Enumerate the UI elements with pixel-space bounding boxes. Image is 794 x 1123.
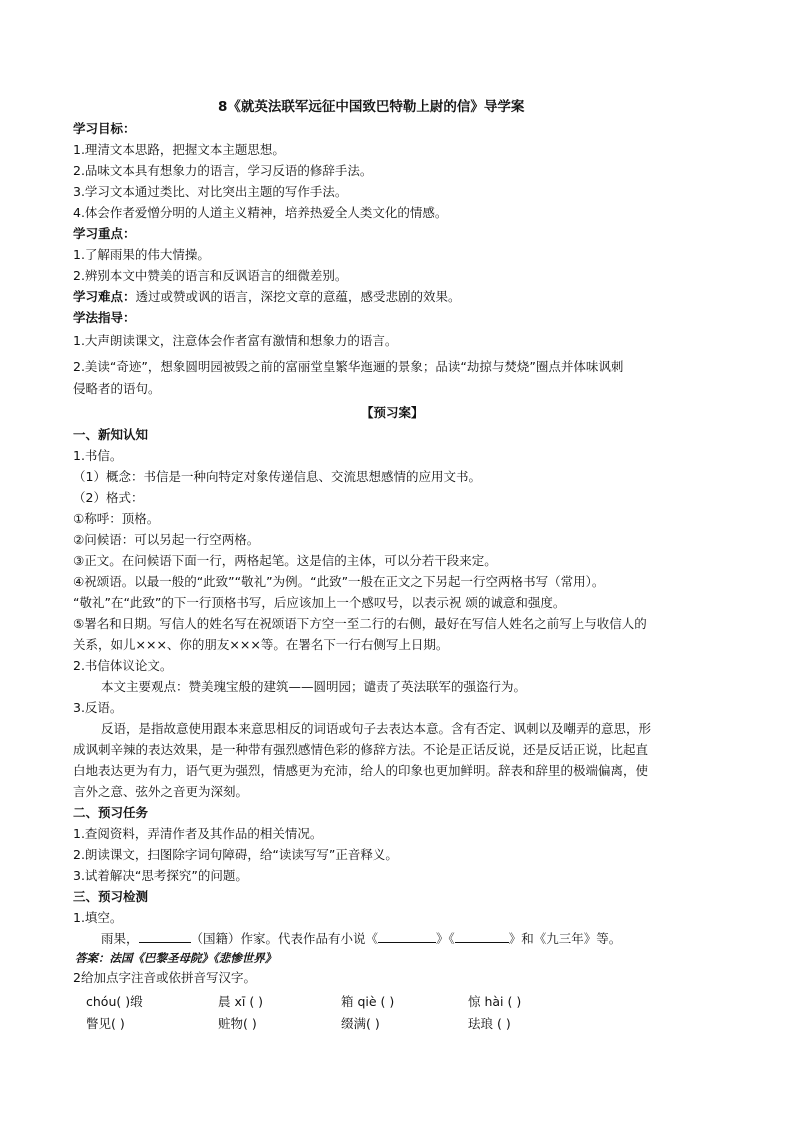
fill-heading: 1.填空。 (73, 910, 123, 925)
fill-text: 雨果， (101, 931, 139, 946)
difficulty-text: 透过或赞或讽的语言，深挖文章的意蕴，感受悲剧的效果。 (135, 289, 461, 304)
goal-item: 4.体会作者爱憎分明的人道主义精神，培养热爱全人类文化的情感。 (73, 205, 448, 220)
irony-paragraph-line: 白地表达更为有力，语气更为强烈，情感更为充沛，给人的印象也更加鲜明。辞表和辞里的极端偏离，使 (73, 763, 649, 778)
pinyin-item: chóu( )缎 (86, 994, 143, 1009)
key-points-heading: 学习重点： (73, 226, 136, 241)
fill-text: 》《 (436, 931, 455, 946)
goals-heading: 学习目标： (73, 121, 136, 136)
answer-text: 答案：法国《巴黎圣母院》《悲惨世界》 (75, 951, 277, 965)
fill-blank[interactable] (139, 930, 191, 943)
key-point-item: 2.辨别本文中赞美的语言和反讽语言的细微差别。 (73, 268, 348, 283)
fill-text: 》和《九三年》等。 (508, 931, 622, 946)
fill-text: （国籍）作家。代表作品有小说《 (190, 931, 379, 946)
pinyin-heading: 2给加点字注音或依拼音写汉字。 (73, 970, 256, 985)
format-heading: （2）格式： (73, 490, 144, 505)
pinyin-item: 珐琅 ( ) (468, 1016, 511, 1031)
goal-item: 1.理清文本思路，把握文本主题思想。 (73, 142, 285, 157)
subheading: 1.书信。 (73, 448, 123, 463)
preview-heading: 【预习案】 (361, 405, 424, 420)
format-item: ③正文。在问候语下面一行，两格起笔。这是信的主体，可以分若干段来定。 (73, 553, 497, 568)
fill-blank-question (101, 930, 621, 947)
pinyin-item: 赃物( ) (218, 1016, 257, 1031)
guidance-item: 2.美读“奇迹”，想象圆明园被毁之前的富丽堂皇繁华迤逦的景象；品读“劫掠与焚烧”圈点并体味讽刺 (73, 359, 624, 374)
section-heading: 一、新知认知 (73, 427, 149, 442)
format-item: ④祝颂语。以最一般的“此致”“敬礼”为例。“此致”一般在正文之下另起一行空两格书写（常用）。 (73, 574, 605, 589)
pinyin-item: 惊 hài ( ) (468, 994, 522, 1009)
task-item: 1.查阅资料，弄清作者及其作品的相关情况。 (73, 826, 323, 841)
format-item: ②问候语：可以另起一行空两格。 (73, 532, 260, 547)
pinyin-item: 缀满( ) (341, 1016, 380, 1031)
guidance-item-cont: 侵略者的语句。 (73, 381, 161, 396)
format-item: ⑤署名和日期。写信人的姓名写在祝颂语下方空一至二行的右侧，最好在写信人姓名之前写上与收信人的 (73, 616, 647, 631)
difficulty-line (73, 289, 461, 305)
irony-paragraph-line: 成讽刺辛辣的表达效果，是一种带有强烈感情色彩的修辞方法。不论是正话反说，还是反话正说，比起直 (73, 742, 649, 757)
document-title: 8《就英法联军远征中国致巴特勒上尉的信》导学案 (218, 99, 525, 115)
irony-paragraph-line: 言外之意、弦外之音更为深刻。 (73, 784, 249, 799)
difficulty-heading: 学习难点： (73, 289, 136, 304)
format-item-cont: 关系，如儿×××、你的朋友×××等。在署名下一行右侧写上日期。 (73, 637, 449, 652)
guidance-heading: 学法指导： (73, 310, 136, 325)
fill-blank[interactable] (378, 930, 436, 943)
goal-item: 2.品味文本具有想象力的语言，学习反语的修辞手法。 (73, 163, 373, 178)
format-item: ①称呼：顶格。 (73, 511, 160, 526)
key-point-item: 1.了解雨果的伟大情操。 (73, 247, 210, 262)
pinyin-item: 晨 xī ( ) (218, 994, 264, 1009)
section-heading: 二、预习任务 (73, 805, 149, 820)
guidance-item: 1.大声朗读课文，注意体会作者富有激情和想象力的语言。 (73, 333, 398, 348)
task-item: 3.试着解决“思考探究”的问题。 (73, 868, 248, 883)
pinyin-item: 箱 qiè ( ) (341, 994, 395, 1009)
irony-paragraph-line: 反语，是指故意使用跟本来意思相反的词语或句子去表达本意。含有否定、讽刺以及嘲弄的意思，形 (101, 721, 652, 736)
section-heading: 三、预习检测 (73, 889, 149, 904)
discussion-text: 本文主要观点：赞美瑰宝般的建筑——圆明园；谴责了英法联军的强盗行为。 (101, 679, 527, 694)
pinyin-item: 瞥见( ) (86, 1016, 125, 1031)
goal-item: 3.学习文本通过类比、对比突出主题的写作手法。 (73, 184, 348, 199)
fill-blank[interactable] (455, 930, 509, 943)
subheading: 3.反语。 (73, 700, 123, 715)
subheading: 2.书信体议论文。 (73, 658, 173, 673)
concept-text: （1）概念：书信是一种向特定对象传递信息、交流思想感情的应用文书。 (73, 469, 481, 484)
format-item-cont: “敬礼”在“此致”的下一行顶格书写，后应该加上一个感叹号，以表示祝 颂的诚意和强度。 (73, 595, 566, 610)
task-item: 2.朗读课文，扫图除字词句障碍，给“读读写写”正音释义。 (73, 847, 398, 862)
